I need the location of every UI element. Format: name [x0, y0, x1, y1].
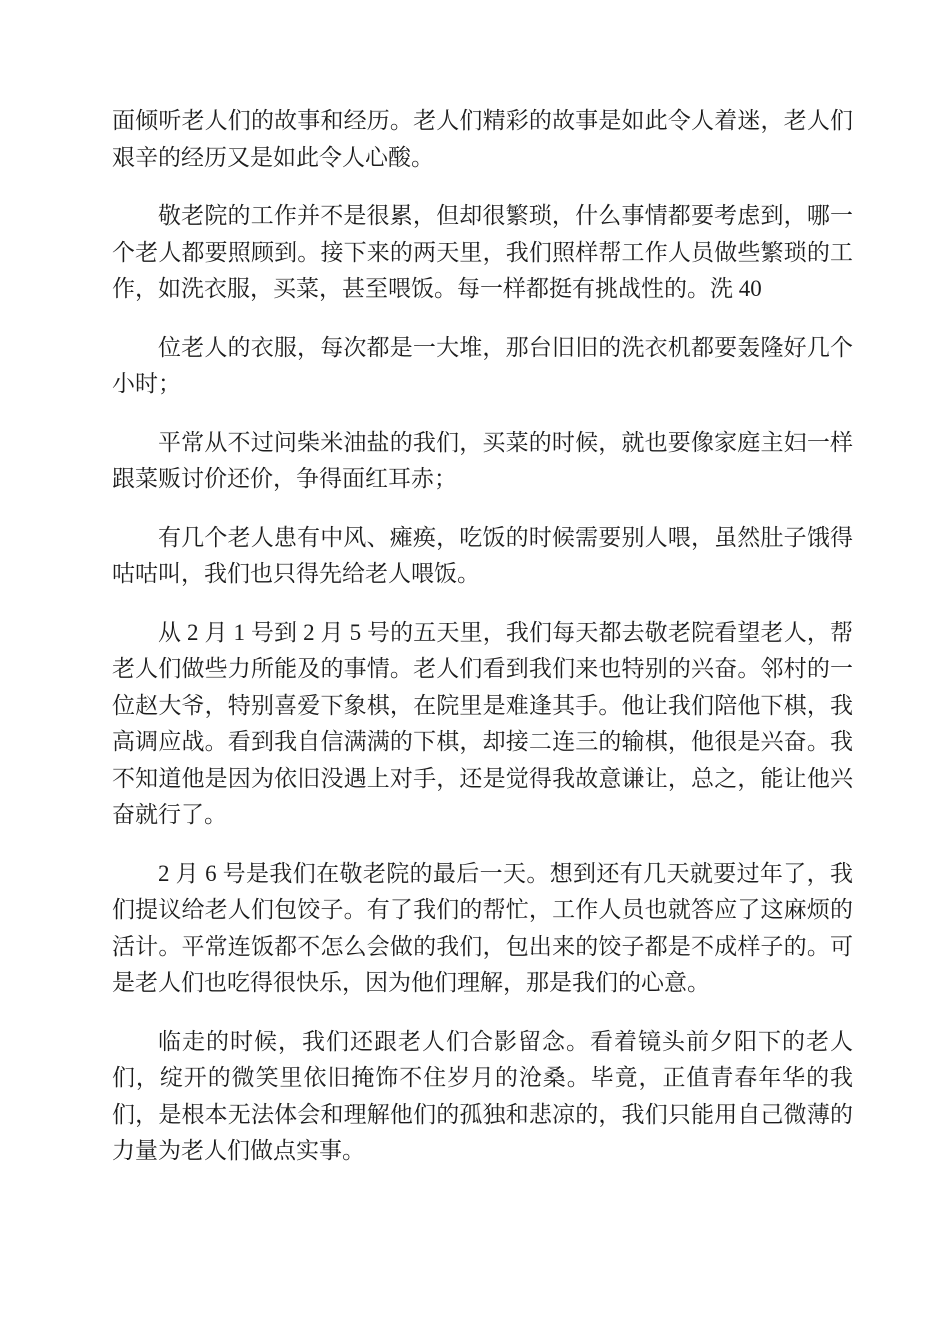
document-body: [112, 103, 853, 1192]
paragraph: 2 月 6 号是我们在敬老院的最后一天。想到还有几天就要过年了，我们提议给老人们包饺子。有了我们的帮忙，工作人员也就答应了这麻烦的活计。平常连饭都不怎么会做的我们，包出来的饺子都是不成样子的。可是老人们也吃得很快乐，因为他们理解，那是我们的心意。: [112, 860, 853, 995]
paragraph: 面倾听老人们的故事和经历。老人们精彩的故事是如此令人着迷，老人们艰辛的经历又是如此令人心酸。: [112, 108, 853, 170]
paragraph: 位老人的衣服，每次都是一大堆，那台旧旧的洗衣机都要轰隆好几个小时；: [112, 334, 853, 396]
paragraph: 有几个老人患有中风、瘫痪，吃饭的时候需要别人喂，虽然肚子饿得咕咕叫，我们也只得先给老人喂饭。: [112, 524, 853, 586]
paragraph: 从 2 月 1 号到 2 月 5 号的五天里，我们每天都去敬老院看望老人，帮老人们做些力所能及的事情。老人们看到我们来也特别的兴奋。邻村的一位赵大爷，特别喜爱下象棋，在院里是难逢其手。他让我们陪他下棋，我高调应战。看到我自信满满的下棋，却接二连三的输棋，他很是兴奋。我不知道他是因为依旧没遇上对手，还是觉得我故意谦让，总之，能让他兴奋就行了。: [112, 619, 853, 827]
paragraph: 敬老院的工作并不是很累，但却很繁琐，什么事情都要考虑到，哪一个老人都要照顾到。接下来的两天里，我们照样帮工作人员做些繁琐的工作，如洗衣服，买菜，甚至喂饭。每一样都挺有挑战性的。洗 40: [112, 203, 853, 301]
paragraph: 平常从不过问柴米油盐的我们，买菜的时候，就也要像家庭主妇一样跟菜贩讨价还价，争得面红耳赤；: [112, 429, 853, 491]
paragraph: 临走的时候，我们还跟老人们合影留念。看着镜头前夕阳下的老人们，绽开的微笑里依旧掩饰不住岁月的沧桑。毕竟，正值青春年华的我们，是根本无法体会和理解他们的孤独和悲凉的，我们只能用自己微薄的力量为老人们做点实事。: [112, 1028, 853, 1163]
